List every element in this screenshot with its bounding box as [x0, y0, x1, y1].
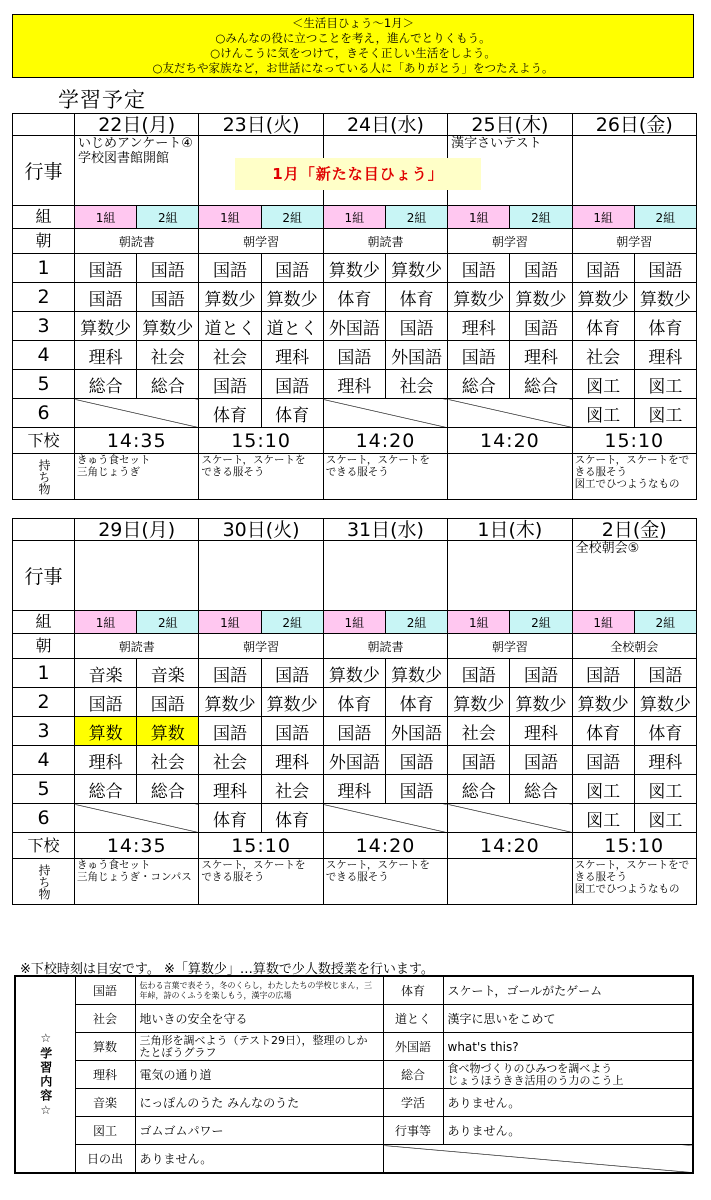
dismissal-time: 14:20: [323, 428, 447, 454]
subject-cell: 社会: [137, 746, 199, 775]
footnote: ※下校時刻は目安です。 ※「算数少」…算数で少人数授業を行います。: [20, 962, 434, 977]
morning-row: [13, 634, 697, 659]
period-number: 5: [13, 370, 75, 399]
morning-activity: 朝読書: [75, 229, 199, 254]
event-cell: いじめアンケート④ 学校図書館開館: [75, 136, 199, 206]
subject-cell: 外国語: [385, 717, 447, 746]
class-2-cell: 2組: [634, 611, 696, 634]
subject-content: ゴムゴムパワー: [135, 1117, 383, 1145]
morning-activity: 朝読書: [323, 634, 447, 659]
subject-content: 漢字に思いをこめて: [443, 1005, 693, 1033]
belongings-cell: スケート，スケートを できる服そう: [199, 454, 323, 500]
subject-cell: 音楽: [75, 659, 137, 688]
dismissal-time: 15:10: [572, 428, 696, 454]
belongings-cell: [448, 454, 572, 500]
class-2-cell: 2組: [137, 611, 199, 634]
morning-activity: 朝学習: [199, 634, 323, 659]
subject-cell: 道とく: [261, 312, 323, 341]
subject-cell: 外国語: [385, 341, 447, 370]
subject-cell: 図工: [572, 804, 634, 833]
subject-name: 総合: [383, 1061, 443, 1089]
class-2-cell: 2組: [261, 611, 323, 634]
subject-cell: 総合: [75, 370, 137, 399]
subject-cell: 体育: [572, 312, 634, 341]
period-number: 4: [13, 746, 75, 775]
subject-cell: 理科: [323, 370, 385, 399]
subject-cell: 社会: [137, 341, 199, 370]
subject-cell: 算数: [75, 717, 137, 746]
subject-cell: 社会: [199, 341, 261, 370]
period-number: 2: [13, 688, 75, 717]
subject-cell: 国語: [385, 746, 447, 775]
class-2-cell: 2組: [510, 611, 572, 634]
dismissal-time: 14:20: [448, 428, 572, 454]
subject-cell: 算数少: [448, 688, 510, 717]
subject-cell: 算数少: [323, 659, 385, 688]
subject-cell: 社会: [448, 717, 510, 746]
morning-activity: 朝学習: [572, 229, 696, 254]
empty-summary-cell: [383, 1145, 693, 1174]
subject-name: 図工: [75, 1117, 135, 1145]
subject-cell: 体育: [634, 312, 696, 341]
empty-period-cell: [448, 804, 572, 833]
subject-cell: 図工: [634, 804, 696, 833]
subject-cell: 国語: [510, 254, 572, 283]
period-row: [13, 399, 697, 428]
belongings-cell: スケート，スケートを できる服そう: [323, 859, 447, 905]
subject-content: 食べ物づくりのひみつを調べよう じょうほうきき活用のう力のこう上: [443, 1061, 693, 1089]
subject-name: 外国語: [383, 1033, 443, 1061]
period-row: [13, 283, 697, 312]
subject-cell: 図工: [634, 370, 696, 399]
subject-cell: 理科: [634, 746, 696, 775]
belongings-label: 持ち物: [13, 859, 75, 905]
subject-cell: 体育: [323, 283, 385, 312]
belongings-row: [13, 454, 697, 500]
subject-cell: 体育: [385, 688, 447, 717]
period-row: [13, 746, 697, 775]
period-number: 1: [13, 254, 75, 283]
subject-cell: 国語: [75, 283, 137, 312]
dismissal-time: 15:10: [199, 428, 323, 454]
subject-cell: 総合: [448, 775, 510, 804]
subject-cell: 図工: [572, 775, 634, 804]
summary-row: [15, 1005, 693, 1033]
class-2-cell: 2組: [385, 611, 447, 634]
subject-name: 社会: [75, 1005, 135, 1033]
day-header: 25日(木): [448, 114, 572, 136]
subject-cell: 国語: [510, 746, 572, 775]
corner-cell: [13, 114, 75, 136]
class-1-cell: 1組: [199, 206, 261, 229]
subject-cell: 算数少: [199, 283, 261, 312]
goals-heading: ＜生活目ひょう～1月＞: [291, 16, 415, 30]
event-cell: [199, 541, 323, 611]
subject-cell: 総合: [137, 370, 199, 399]
subject-cell: 国語: [448, 746, 510, 775]
dismissal-time: 14:20: [448, 833, 572, 859]
dismissal-time: 14:35: [75, 833, 199, 859]
belongings-row: [13, 859, 697, 905]
subject-cell: 国語: [572, 254, 634, 283]
page-title: 学習予定: [58, 88, 146, 112]
subject-cell: 算数少: [634, 688, 696, 717]
summary-row: [15, 1033, 693, 1061]
subject-cell: 算数少: [323, 254, 385, 283]
day-header: 30日(火): [199, 519, 323, 541]
period-row: [13, 370, 697, 399]
event-cell: [448, 541, 572, 611]
subject-content: 伝わる言葉で表そう，冬のくらし，わたしたちの学校じまん，三年峠，詩のくふうを楽しもう，漢字の広場: [135, 976, 383, 1005]
dismissal-row: [13, 428, 697, 454]
date-header-row: [13, 114, 697, 136]
morning-activity: 全校朝会: [572, 634, 696, 659]
class-1-cell: 1組: [75, 611, 137, 634]
subject-cell: 理科: [199, 775, 261, 804]
class-row: [13, 206, 697, 229]
subject-cell: 算数少: [510, 688, 572, 717]
subject-content: 地いきの安全を守る: [135, 1005, 383, 1033]
class-1-cell: 1組: [75, 206, 137, 229]
event-label: 行事: [13, 541, 75, 611]
day-header: 29日(月): [75, 519, 199, 541]
subject-cell: 算数少: [137, 312, 199, 341]
belongings-cell: スケート，スケートを できる服そう: [199, 859, 323, 905]
subject-cell: 国語: [510, 312, 572, 341]
class-1-cell: 1組: [448, 611, 510, 634]
goal-line: ○けんこうに気をつけて，きそく正しい生活をしよう。: [210, 46, 496, 60]
subject-cell: 社会: [572, 341, 634, 370]
subject-cell: 国語: [572, 659, 634, 688]
period-row: [13, 312, 697, 341]
subject-cell: 体育: [634, 717, 696, 746]
summary-row: [15, 1089, 693, 1117]
day-header: 22日(月): [75, 114, 199, 136]
class-1-cell: 1組: [323, 206, 385, 229]
subject-cell: 国語: [261, 370, 323, 399]
subject-cell: 外国語: [323, 746, 385, 775]
subject-name: 学活: [383, 1089, 443, 1117]
class-1-cell: 1組: [323, 611, 385, 634]
goal-line: ○友だちや家族など，お世話になっている人に「ありがとう」をつたえよう。: [152, 61, 554, 75]
event-cell: [323, 541, 447, 611]
subject-cell: 算数少: [448, 283, 510, 312]
period-row: [13, 659, 697, 688]
subject-cell: 算数少: [572, 283, 634, 312]
class-label: 組: [13, 611, 75, 634]
event-cell: 全校朝会⑤: [572, 541, 696, 611]
belongings-label: 持ち物: [13, 454, 75, 500]
subject-cell: 体育: [323, 688, 385, 717]
event-cell: 漢字さいテスト: [448, 136, 572, 206]
learning-content-table: [14, 975, 694, 1174]
subject-cell: 国語: [448, 341, 510, 370]
subject-name: 道とく: [383, 1005, 443, 1033]
summary-row: [15, 1145, 693, 1174]
subject-cell: 国語: [510, 659, 572, 688]
morning-activity: 朝学習: [448, 634, 572, 659]
summary-row: [15, 1061, 693, 1089]
empty-period-cell: [75, 399, 199, 428]
class-row: [13, 611, 697, 634]
morning-activity: 朝学習: [448, 229, 572, 254]
morning-row: [13, 229, 697, 254]
subject-cell: 算数少: [261, 283, 323, 312]
period-number: 3: [13, 717, 75, 746]
subject-content: 電気の通り道: [135, 1061, 383, 1089]
period-number: 3: [13, 312, 75, 341]
subject-cell: 国語: [261, 254, 323, 283]
subject-cell: 国語: [634, 254, 696, 283]
subject-cell: 算数: [137, 717, 199, 746]
class-2-cell: 2組: [510, 206, 572, 229]
summary-row: [15, 1117, 693, 1145]
subject-cell: 理科: [75, 341, 137, 370]
subject-cell: 社会: [385, 370, 447, 399]
dismissal-label: 下校: [13, 428, 75, 454]
subject-content: スケート，ゴールがたゲーム: [443, 976, 693, 1005]
day-header: 26日(金): [572, 114, 696, 136]
corner-cell: [13, 519, 75, 541]
belongings-cell: スケート，スケートをできる服そう 図工でひつようなもの: [572, 454, 696, 500]
subject-name: 理科: [75, 1061, 135, 1089]
subject-cell: 社会: [261, 775, 323, 804]
subject-cell: 道とく: [199, 312, 261, 341]
subject-cell: 国語: [75, 688, 137, 717]
period-number: 5: [13, 775, 75, 804]
morning-activity: 朝読書: [75, 634, 199, 659]
dismissal-time: 14:20: [323, 833, 447, 859]
dismissal-time: 15:10: [199, 833, 323, 859]
belongings-cell: スケート，スケートをできる服そう 図工でひつようなもの: [572, 859, 696, 905]
subject-cell: 理科: [510, 341, 572, 370]
class-2-cell: 2組: [137, 206, 199, 229]
subject-content: にっぽんのうた みんなのうた: [135, 1089, 383, 1117]
empty-period-cell: [323, 399, 447, 428]
subject-content: ありません。: [443, 1089, 693, 1117]
period-row: [13, 775, 697, 804]
dismissal-time: 14:35: [75, 428, 199, 454]
subject-cell: 体育: [261, 399, 323, 428]
subject-cell: 算数少: [75, 312, 137, 341]
subject-cell: 音楽: [137, 659, 199, 688]
period-row: [13, 717, 697, 746]
period-number: 6: [13, 399, 75, 428]
day-header: 24日(水): [323, 114, 447, 136]
subject-cell: 理科: [261, 341, 323, 370]
date-header-row: [13, 519, 697, 541]
subject-cell: 理科: [75, 746, 137, 775]
empty-period-cell: [75, 804, 199, 833]
class-1-cell: 1組: [572, 206, 634, 229]
subject-cell: 図工: [572, 399, 634, 428]
subject-cell: 国語: [137, 254, 199, 283]
subject-cell: 総合: [448, 370, 510, 399]
period-number: 4: [13, 341, 75, 370]
subject-content: ありません。: [135, 1145, 383, 1174]
subject-cell: 総合: [137, 775, 199, 804]
period-row: [13, 341, 697, 370]
event-cell: [75, 541, 199, 611]
subject-cell: 体育: [199, 399, 261, 428]
belongings-cell: きゅう食セット 三角じょうぎ・コンパス: [75, 859, 199, 905]
subject-cell: 理科: [510, 717, 572, 746]
subject-cell: 体育: [572, 717, 634, 746]
subject-cell: 国語: [199, 659, 261, 688]
subject-cell: 国語: [137, 283, 199, 312]
subject-cell: 図工: [572, 370, 634, 399]
subject-name: 体育: [383, 976, 443, 1005]
schedule-week-2: [12, 518, 697, 905]
subject-cell: 国語: [75, 254, 137, 283]
subject-cell: 理科: [261, 746, 323, 775]
summary-row: [15, 976, 693, 1005]
dismissal-row: [13, 833, 697, 859]
subject-cell: 理科: [634, 341, 696, 370]
subject-cell: 国語: [634, 659, 696, 688]
day-header: 2日(金): [572, 519, 696, 541]
subject-content: 三角形を調べよう（テスト29日），整理のしかたとぼうグラフ: [135, 1033, 383, 1061]
empty-period-cell: [448, 399, 572, 428]
subject-cell: 国語: [572, 746, 634, 775]
subject-cell: 理科: [448, 312, 510, 341]
event-row: [13, 541, 697, 611]
subject-cell: 国語: [199, 254, 261, 283]
subject-cell: 算数少: [572, 688, 634, 717]
subject-cell: 算数少: [261, 688, 323, 717]
event-cell: [572, 136, 696, 206]
subject-cell: 算数少: [199, 688, 261, 717]
subject-cell: 総合: [510, 775, 572, 804]
subject-cell: 算数少: [385, 659, 447, 688]
subject-name: 算数: [75, 1033, 135, 1061]
subject-cell: 社会: [199, 746, 261, 775]
subject-cell: 国語: [323, 717, 385, 746]
subject-cell: 体育: [261, 804, 323, 833]
subject-cell: 体育: [385, 283, 447, 312]
belongings-cell: [448, 859, 572, 905]
period-number: 6: [13, 804, 75, 833]
subject-content: ありません。: [443, 1117, 693, 1145]
class-label: 組: [13, 206, 75, 229]
period-number: 1: [13, 659, 75, 688]
subject-cell: 国語: [137, 688, 199, 717]
event-label: 行事: [13, 136, 75, 206]
subject-cell: 算数少: [385, 254, 447, 283]
period-row: [13, 804, 697, 833]
subject-cell: 図工: [634, 399, 696, 428]
day-header: 23日(火): [199, 114, 323, 136]
morning-activity: 朝学習: [199, 229, 323, 254]
morning-label: 朝: [13, 229, 75, 254]
subject-cell: 算数少: [510, 283, 572, 312]
subject-cell: 国語: [448, 254, 510, 283]
summary-heading: ☆学習内容☆: [15, 976, 75, 1173]
subject-cell: 国語: [261, 659, 323, 688]
subject-cell: 外国語: [323, 312, 385, 341]
subject-cell: 理科: [323, 775, 385, 804]
empty-period-cell: [323, 804, 447, 833]
subject-cell: 国語: [385, 312, 447, 341]
subject-cell: 国語: [261, 717, 323, 746]
subject-cell: 国語: [385, 775, 447, 804]
subject-cell: 国語: [199, 717, 261, 746]
class-1-cell: 1組: [199, 611, 261, 634]
day-header: 1日(木): [448, 519, 572, 541]
subject-content: what's this?: [443, 1033, 693, 1061]
dismissal-time: 15:10: [572, 833, 696, 859]
belongings-cell: きゅう食セット 三角じょうぎ: [75, 454, 199, 500]
day-header: 31日(水): [323, 519, 447, 541]
subject-name: 国語: [75, 976, 135, 1005]
class-2-cell: 2組: [634, 206, 696, 229]
subject-cell: 総合: [75, 775, 137, 804]
period-row: [13, 688, 697, 717]
goal-line: ○みんなの役に立つことを考え，進んでとりくもう。: [215, 31, 491, 45]
subject-cell: 体育: [199, 804, 261, 833]
subject-cell: 国語: [199, 370, 261, 399]
subject-cell: 国語: [448, 659, 510, 688]
subject-name: 音楽: [75, 1089, 135, 1117]
subject-cell: 総合: [510, 370, 572, 399]
subject-name: 行事等: [383, 1117, 443, 1145]
subject-cell: 国語: [323, 341, 385, 370]
subject-name: 日の出: [75, 1145, 135, 1174]
class-2-cell: 2組: [261, 206, 323, 229]
period-row: [13, 254, 697, 283]
slogan-banner: 1月「新たな目ひょう」: [235, 158, 481, 190]
period-number: 2: [13, 283, 75, 312]
morning-activity: 朝読書: [323, 229, 447, 254]
class-1-cell: 1組: [572, 611, 634, 634]
subject-cell: 図工: [634, 775, 696, 804]
class-2-cell: 2組: [385, 206, 447, 229]
dismissal-label: 下校: [13, 833, 75, 859]
subject-cell: 算数少: [634, 283, 696, 312]
morning-label: 朝: [13, 634, 75, 659]
class-1-cell: 1組: [448, 206, 510, 229]
monthly-goals-box: [12, 14, 694, 78]
belongings-cell: スケート，スケートを できる服そう: [323, 454, 447, 500]
